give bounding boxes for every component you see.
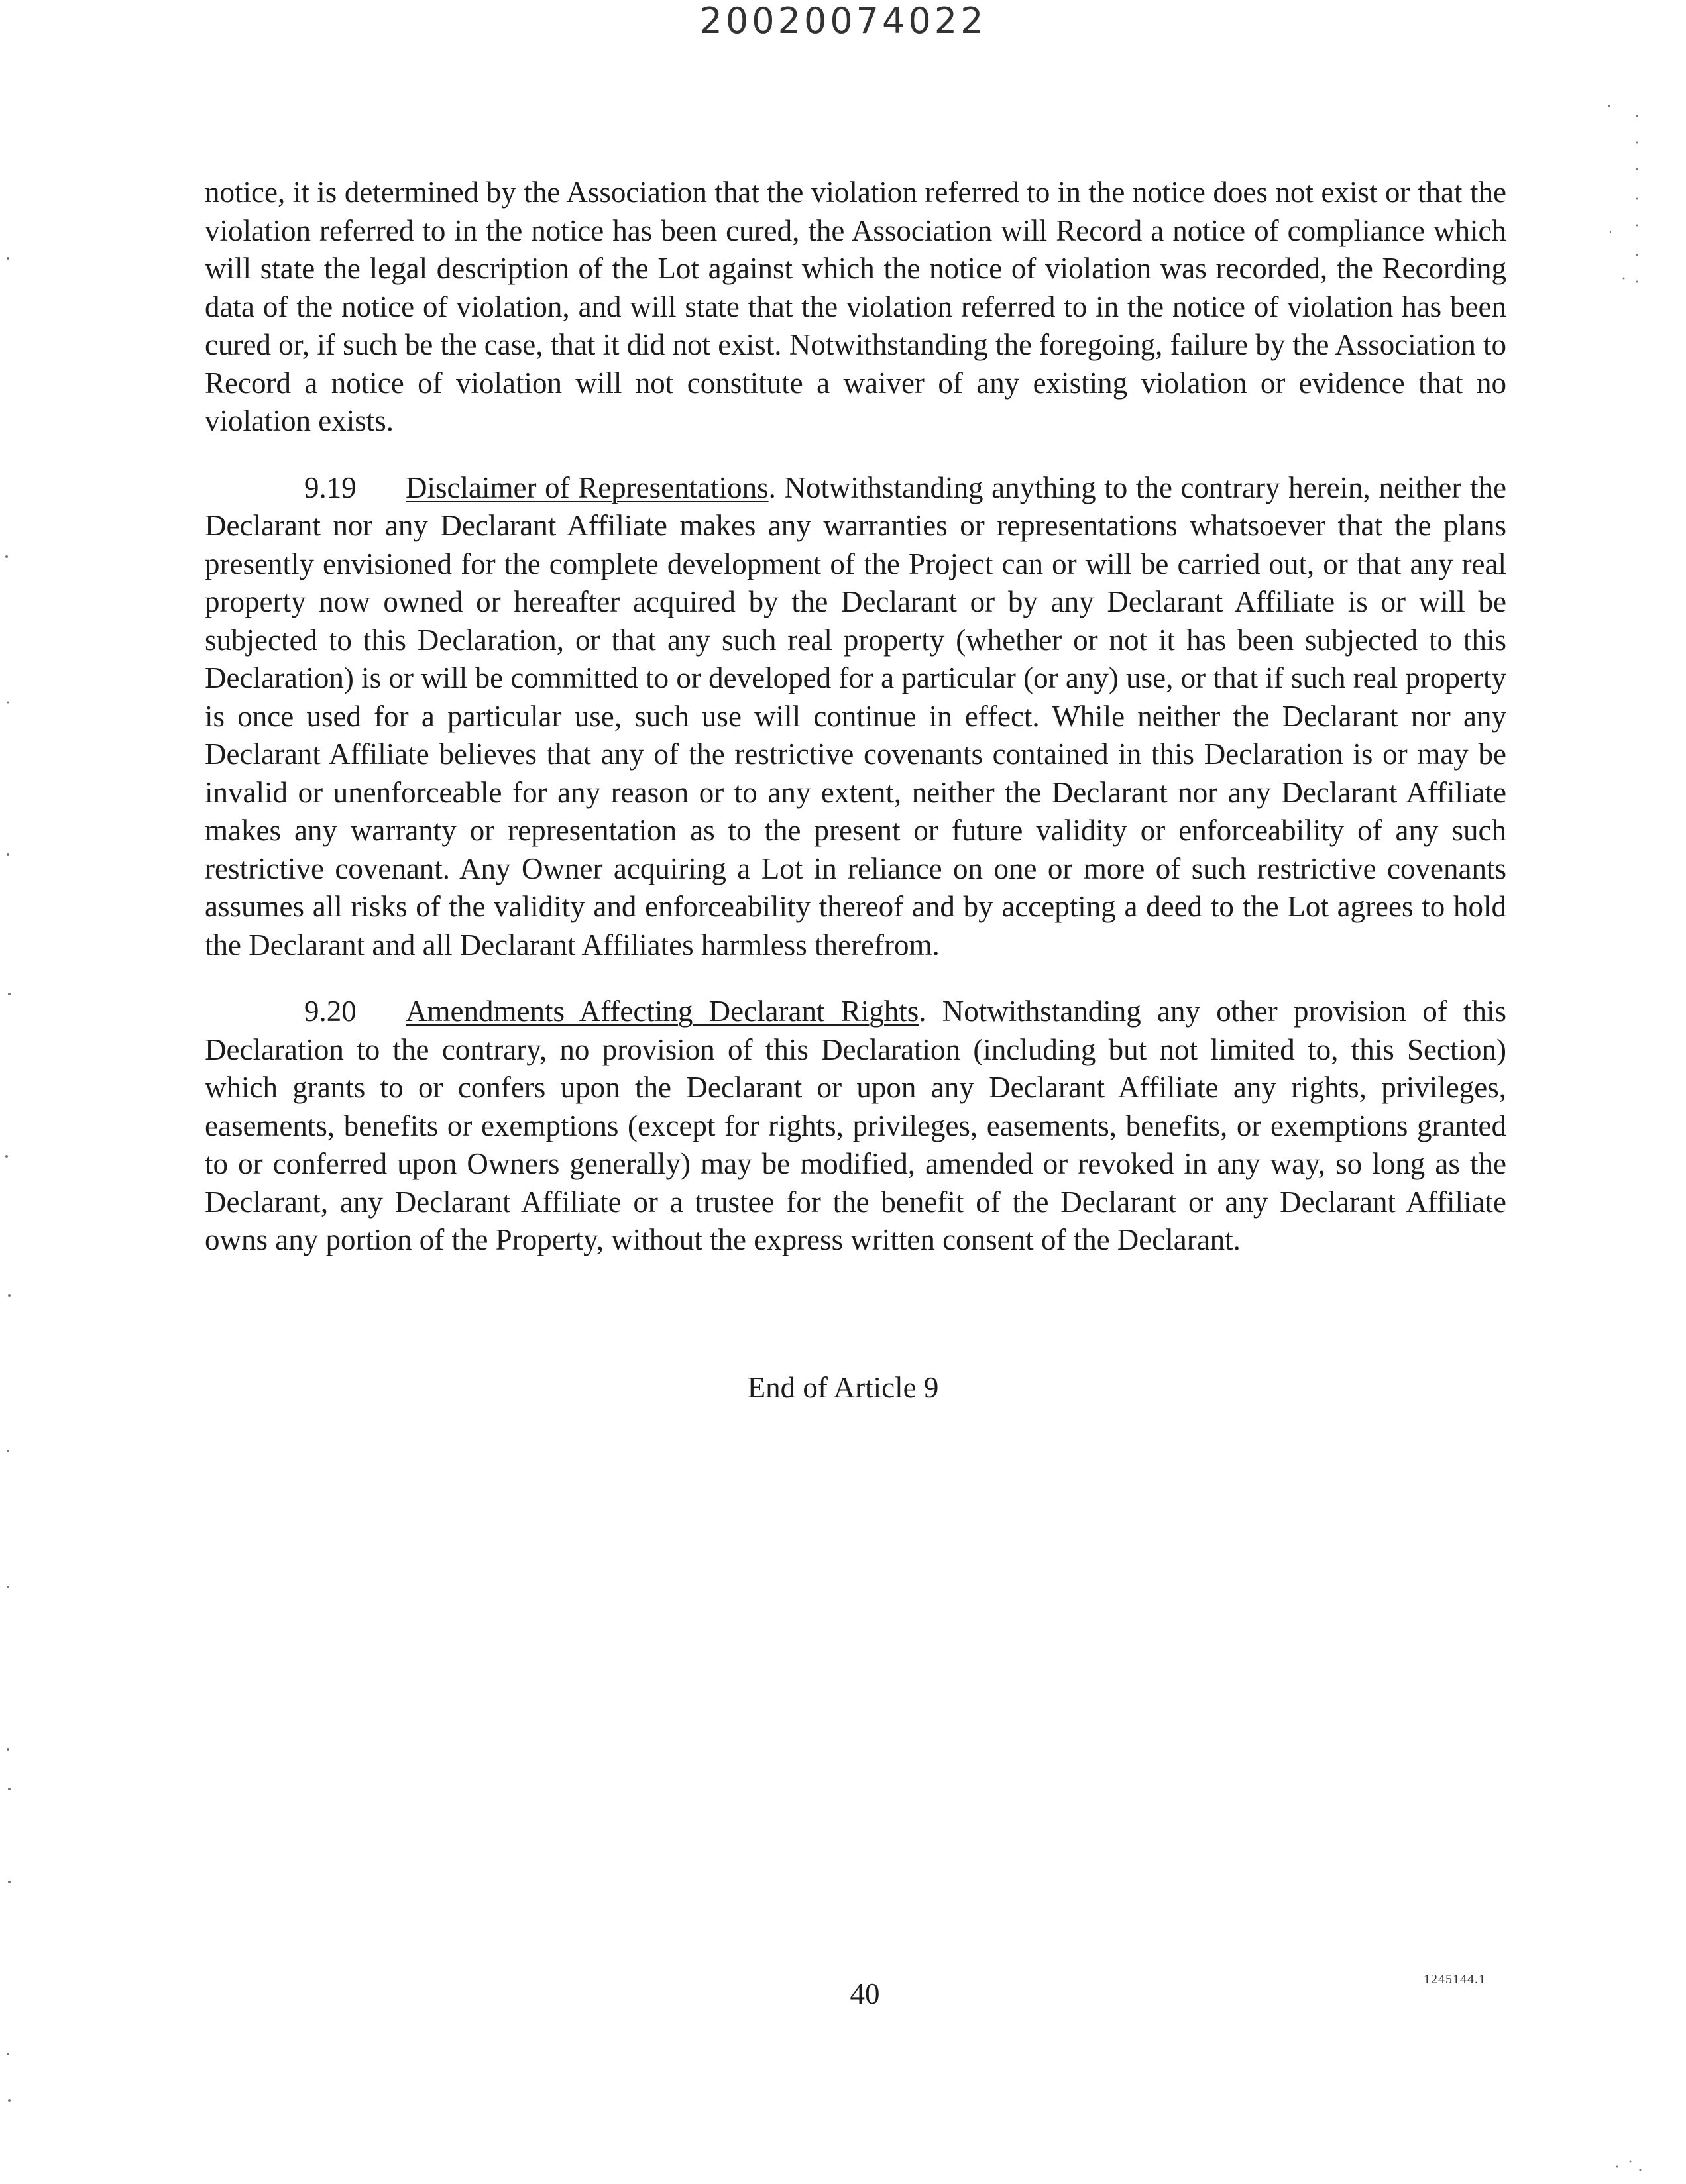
document-id: 1245144.1 [1424, 1972, 1486, 1987]
page-number: 40 [850, 1977, 880, 2010]
section-text: Notwithstanding any other provision of this Declaration to the contrary, no provision of this Declaration (including but not limited to, this Section) which grants to or confers upon the Declarant or upon any Declarant Affiliate any rights, privileges, easements, benefits or exemptions (except for rights, privileges, easements, benefits, or exemptions granted to or conferred upon Owners generally) may be modified, amended or revoked in any way, so long as the Declarant, any Declarant Affiliate or a trustee for the benefit of the Declarant or any Declarant Affiliate owns any portion of the Property, without the express written consent of the Declarant. [205, 995, 1507, 1256]
recording-number: 20020074022 [699, 0, 987, 42]
section-title-period: . [919, 995, 927, 1028]
section-number: 9.19 [304, 470, 357, 504]
section-title: Amendments Affecting Declarant Rights [406, 995, 919, 1028]
paragraph-continuation: notice, it is determined by the Association that the violation referred to in the notice does not exist or that the violation referred to in the notice has been cured, the Association will Record a notice of compliance which will state the legal description of the Lot against which the notice of violation was recorded, the Recording data of the notice of violation, and will state that the violation referred to in the notice of violation has been cured or, if such be the case, that it did not exist. Notwithstanding the foregoing, failure by the Association to Record a notice of violation will not constitute a waiver of any existing violation or evidence that no violation exists. [205, 176, 1507, 437]
end-of-article: End of Article 9 [747, 1371, 939, 1404]
section-title-period: . [768, 470, 776, 504]
section-number: 9.20 [304, 995, 357, 1028]
section-text: Notwithstanding anything to the contrary herein, neither the Declarant nor any Declarant Affiliate makes any warranties or representations whatsoever that the plans presently envisioned for the complete development of the Project can or will be carried out, or that any real property now owned or hereafter acquired by the Declarant or by any Declarant Affiliate is or will be subjected to this Declaration, or that any such real property (whether or not it has been subjected to this Declaration) is or will be committed to or developed for a particular (or any) use, or that if such real property is once used for a particular use, such use will continue in effect. While neither the Declarant nor any Declarant Affiliate believes that any of the restrictive covenants contained in this Declaration is or may be invalid or unenforceable for any reason or to any extent, neither the Declarant nor any Declarant Affiliate makes any warranty or representation as to the present or future validity or enforceability of any such restrictive covenant. Any Owner acquiring a Lot in reliance on one or more of such restrictive covenants assumes all risks of the validity and enforceability thereof and by accepting a deed to the Lot agrees to hold the Declarant and all Declarant Affiliates harmless therefrom. [205, 470, 1507, 961]
section-title: Disclaimer of Representations [406, 470, 769, 504]
